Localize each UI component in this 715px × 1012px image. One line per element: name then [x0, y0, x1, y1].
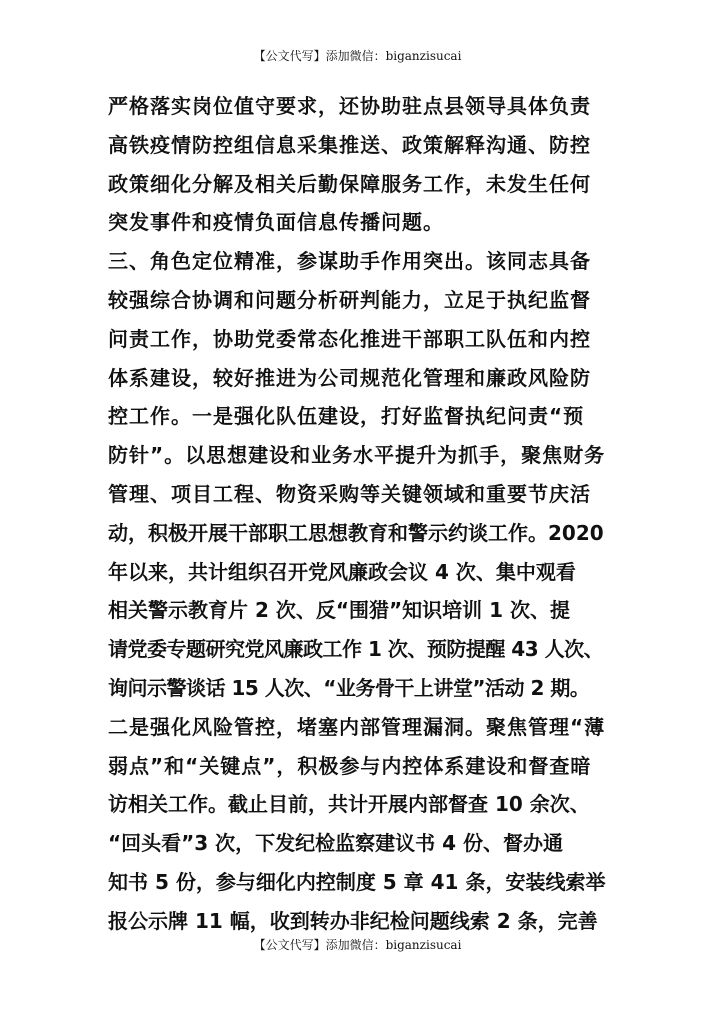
body-line: 询问示警谈话 15 人次、“业务骨干上讲堂”活动 2 期。: [108, 675, 590, 700]
body-line: 动，积极开展干部职工思想教育和警示约谈工作。2020: [108, 520, 604, 545]
body-line: 访相关工作。截止目前，共计开展内部督查 10 余次、: [108, 792, 590, 817]
document-body: [108, 87, 608, 941]
page-header: [0, 48, 715, 64]
footer-wechat-id: biganzisucai: [385, 938, 462, 952]
body-line: 问责工作，协助党委常态化推进干部职工队伍和内控: [108, 326, 591, 351]
body-line: 相关警示教育片 2 次、反“围猎”知识培训 1 次、提: [108, 598, 570, 623]
body-line: 知书 5 份，参与细化内控制度 5 章 41 条，安装线索举: [108, 869, 606, 894]
body-line: 报公示牌 11 幅，收到转办非纪检问题线索 2 条，完善: [108, 908, 598, 933]
body-line: 年以来，共计组织召开党风廉政会议 4 次、集中观看: [108, 559, 576, 584]
body-line: 较强综合协调和问题分析研判能力，立足于执纪监督: [108, 287, 591, 312]
body-line: 体系建设，较好推进为公司规范化管理和廉政风险防: [108, 365, 591, 390]
body-line: “回头看”3 次，下发纪检监察建议书 4 份、督办通: [108, 831, 564, 856]
body-line: 防针”。以思想建设和业务水平提升为抓手，聚焦财务: [108, 443, 606, 468]
footer-label: 【公文代写】添加微信：: [253, 938, 386, 952]
header-wechat-id: biganzisucai: [385, 49, 462, 63]
body-line: 控工作。一是强化队伍建设，打好监督执纪问责“预: [108, 404, 585, 429]
body-line: 弱点”和“关键点”，积极参与内控体系建设和督查暗: [108, 753, 592, 778]
page-footer: [0, 937, 715, 953]
header-label: 【公文代写】添加微信：: [253, 49, 386, 63]
body-line: 高铁疫情防控组信息采集推送、政策解释沟通、防控: [108, 132, 591, 157]
section-heading-line: 三、角色定位精准，参谋助手作用突出。该同志具备: [108, 249, 591, 274]
body-line: 管理、项目工程、物资采购等关键领域和重要节庆活: [108, 481, 591, 506]
body-line: 二是强化风险管控，堵塞内部管理漏洞。聚焦管理“薄: [108, 714, 606, 739]
body-line: 严格落实岗位值守要求，还协助驻点县领导具体负责: [108, 94, 591, 118]
body-line: 政策细化分解及相关后勤保障服务工作，未发生任何: [108, 171, 591, 196]
body-line: 请党委专题研究党风廉政工作 1 次、预防提醒 43 人次、: [108, 637, 604, 662]
body-line: 突发事件和疫情负面信息传播问题。: [108, 210, 444, 235]
